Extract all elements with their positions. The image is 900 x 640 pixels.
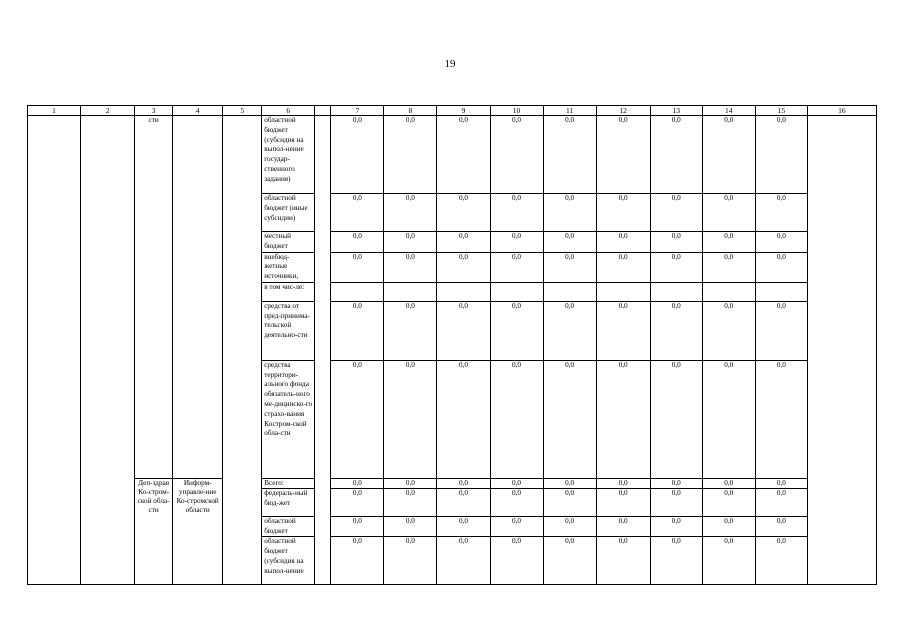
value-cell: 0,0 (384, 232, 437, 253)
value-cell: 0,0 (490, 301, 543, 360)
value-cell: 0,0 (437, 232, 490, 253)
value-cell: 0,0 (384, 301, 437, 360)
value-cell: 0,0 (755, 232, 807, 253)
funding-source: областной бюджет (субсидия на выпол-нение (262, 537, 315, 585)
value-cell (384, 282, 437, 301)
cell-col1 (28, 116, 81, 585)
value-cell: 0,0 (596, 194, 650, 232)
value-cell: 0,0 (543, 478, 596, 488)
header-cell: 14 (702, 106, 755, 116)
value-cell: 0,0 (596, 116, 650, 194)
value-cell: 0,0 (596, 478, 650, 488)
value-cell: 0,0 (331, 360, 384, 478)
header-cell: 15 (755, 106, 807, 116)
value-cell: 0,0 (331, 516, 384, 537)
value-cell: 0,0 (650, 488, 702, 516)
value-cell: 0,0 (384, 537, 437, 585)
value-cell: 0,0 (650, 116, 702, 194)
budget-table (27, 105, 877, 585)
header-cell: 13 (650, 106, 702, 116)
header-cell: 9 (437, 106, 490, 116)
value-cell (650, 282, 702, 301)
header-cell: 5 (223, 106, 262, 116)
value-cell (543, 282, 596, 301)
header-cell: 10 (490, 106, 543, 116)
value-cell: 0,0 (702, 488, 755, 516)
funding-source: средства от пред-принима-тельской деятельно-сти (262, 301, 315, 360)
co-executor-cell: Информ-управле-ние Ко-стромской области (173, 478, 223, 585)
value-cell: 0,0 (331, 232, 384, 253)
funding-source: областной бюджет (субсидия на выпол-нение государ-ственного задания) (262, 116, 315, 194)
header-cell: 6 (262, 106, 315, 116)
value-cell: 0,0 (331, 478, 384, 488)
value-cell: 0,0 (384, 116, 437, 194)
value-cell: 0,0 (702, 301, 755, 360)
value-cell: 0,0 (596, 537, 650, 585)
value-cell: 0,0 (331, 194, 384, 232)
value-cell: 0,0 (331, 537, 384, 585)
value-cell: 0,0 (702, 360, 755, 478)
value-cell: 0,0 (596, 488, 650, 516)
value-cell: 0,0 (702, 194, 755, 232)
value-cell (702, 282, 755, 301)
header-spacer (315, 106, 331, 116)
header-row (28, 106, 877, 116)
table-row (28, 478, 877, 488)
value-cell: 0,0 (490, 252, 543, 282)
value-cell (331, 282, 384, 301)
value-cell: 0,0 (543, 252, 596, 282)
value-cell: 0,0 (437, 116, 490, 194)
funding-source: федераль-ный бюд-жет (262, 488, 315, 516)
header-cell: 2 (81, 106, 135, 116)
value-cell: 0,0 (490, 537, 543, 585)
value-cell: 0,0 (596, 252, 650, 282)
responsible-cell: Деп-здрав Ко-стром-ской обла-сти (135, 478, 173, 585)
value-cell: 0,0 (490, 360, 543, 478)
value-cell: 0,0 (490, 116, 543, 194)
value-cell: 0,0 (650, 232, 702, 253)
value-cell: 0,0 (331, 301, 384, 360)
value-cell: 0,0 (755, 478, 807, 488)
value-cell: 0,0 (543, 194, 596, 232)
value-cell: 0,0 (384, 488, 437, 516)
funding-source: внебюд-жетные источники, (262, 252, 315, 282)
funding-source: средства территори-ального фонда обязатель-ного ме-дицинско-го страхо-вания Костром-ской обла-сти (262, 360, 315, 478)
header-cell: 7 (331, 106, 384, 116)
page-number: 19 (444, 58, 456, 70)
value-cell: 0,0 (437, 252, 490, 282)
value-cell: 0,0 (702, 478, 755, 488)
header-cell: 8 (384, 106, 437, 116)
value-cell (596, 282, 650, 301)
value-cell: 0,0 (650, 537, 702, 585)
value-cell: 0,0 (490, 478, 543, 488)
value-cell: 0,0 (384, 516, 437, 537)
header-cell: 4 (173, 106, 223, 116)
cell-col16 (807, 116, 876, 585)
value-cell: 0,0 (755, 252, 807, 282)
funding-source: Всего: (262, 478, 315, 488)
value-cell: 0,0 (596, 232, 650, 253)
responsible-cell: сти (135, 116, 173, 479)
funding-source: местный бюджет (262, 232, 315, 253)
value-cell: 0,0 (650, 516, 702, 537)
value-cell: 0,0 (755, 301, 807, 360)
value-cell: 0,0 (702, 232, 755, 253)
value-cell: 0,0 (755, 488, 807, 516)
value-cell: 0,0 (596, 360, 650, 478)
header-cell: 16 (807, 106, 876, 116)
table-row (28, 116, 877, 194)
value-cell (755, 282, 807, 301)
spacer-col (315, 116, 331, 585)
value-cell: 0,0 (596, 516, 650, 537)
value-cell: 0,0 (437, 488, 490, 516)
value-cell: 0,0 (490, 232, 543, 253)
cell-col5 (223, 116, 262, 585)
value-cell: 0,0 (384, 360, 437, 478)
value-cell: 0,0 (331, 488, 384, 516)
value-cell: 0,0 (650, 360, 702, 478)
header-cell: 12 (596, 106, 650, 116)
value-cell: 0,0 (384, 194, 437, 232)
funding-source: областной бюджет (262, 516, 315, 537)
value-cell: 0,0 (437, 516, 490, 537)
value-cell: 0,0 (490, 516, 543, 537)
value-cell: 0,0 (543, 516, 596, 537)
value-cell: 0,0 (702, 516, 755, 537)
value-cell: 0,0 (437, 194, 490, 232)
value-cell: 0,0 (650, 194, 702, 232)
header-cell: 3 (135, 106, 173, 116)
value-cell: 0,0 (331, 116, 384, 194)
value-cell: 0,0 (543, 232, 596, 253)
value-cell: 0,0 (543, 537, 596, 585)
value-cell: 0,0 (755, 537, 807, 585)
value-cell: 0,0 (702, 252, 755, 282)
value-cell: 0,0 (384, 252, 437, 282)
value-cell: 0,0 (490, 194, 543, 232)
value-cell: 0,0 (755, 116, 807, 194)
value-cell: 0,0 (755, 360, 807, 478)
funding-source: в том чис-ле: (262, 282, 315, 301)
value-cell (437, 282, 490, 301)
value-cell: 0,0 (543, 488, 596, 516)
value-cell: 0,0 (596, 301, 650, 360)
value-cell: 0,0 (543, 360, 596, 478)
value-cell: 0,0 (702, 537, 755, 585)
value-cell: 0,0 (702, 116, 755, 194)
value-cell: 0,0 (437, 537, 490, 585)
cell-col4 (173, 116, 223, 479)
value-cell: 0,0 (384, 478, 437, 488)
value-cell: 0,0 (490, 488, 543, 516)
value-cell: 0,0 (755, 516, 807, 537)
value-cell: 0,0 (755, 194, 807, 232)
value-cell: 0,0 (543, 301, 596, 360)
funding-source: областной бюджет (иные субсидии) (262, 194, 315, 232)
value-cell: 0,0 (650, 478, 702, 488)
value-cell: 0,0 (331, 252, 384, 282)
value-cell: 0,0 (650, 301, 702, 360)
cell-col2 (81, 116, 135, 585)
header-cell: 1 (28, 106, 81, 116)
value-cell: 0,0 (650, 252, 702, 282)
value-cell: 0,0 (437, 301, 490, 360)
value-cell: 0,0 (437, 360, 490, 478)
value-cell (490, 282, 543, 301)
header-cell: 11 (543, 106, 596, 116)
value-cell: 0,0 (543, 116, 596, 194)
value-cell: 0,0 (437, 478, 490, 488)
